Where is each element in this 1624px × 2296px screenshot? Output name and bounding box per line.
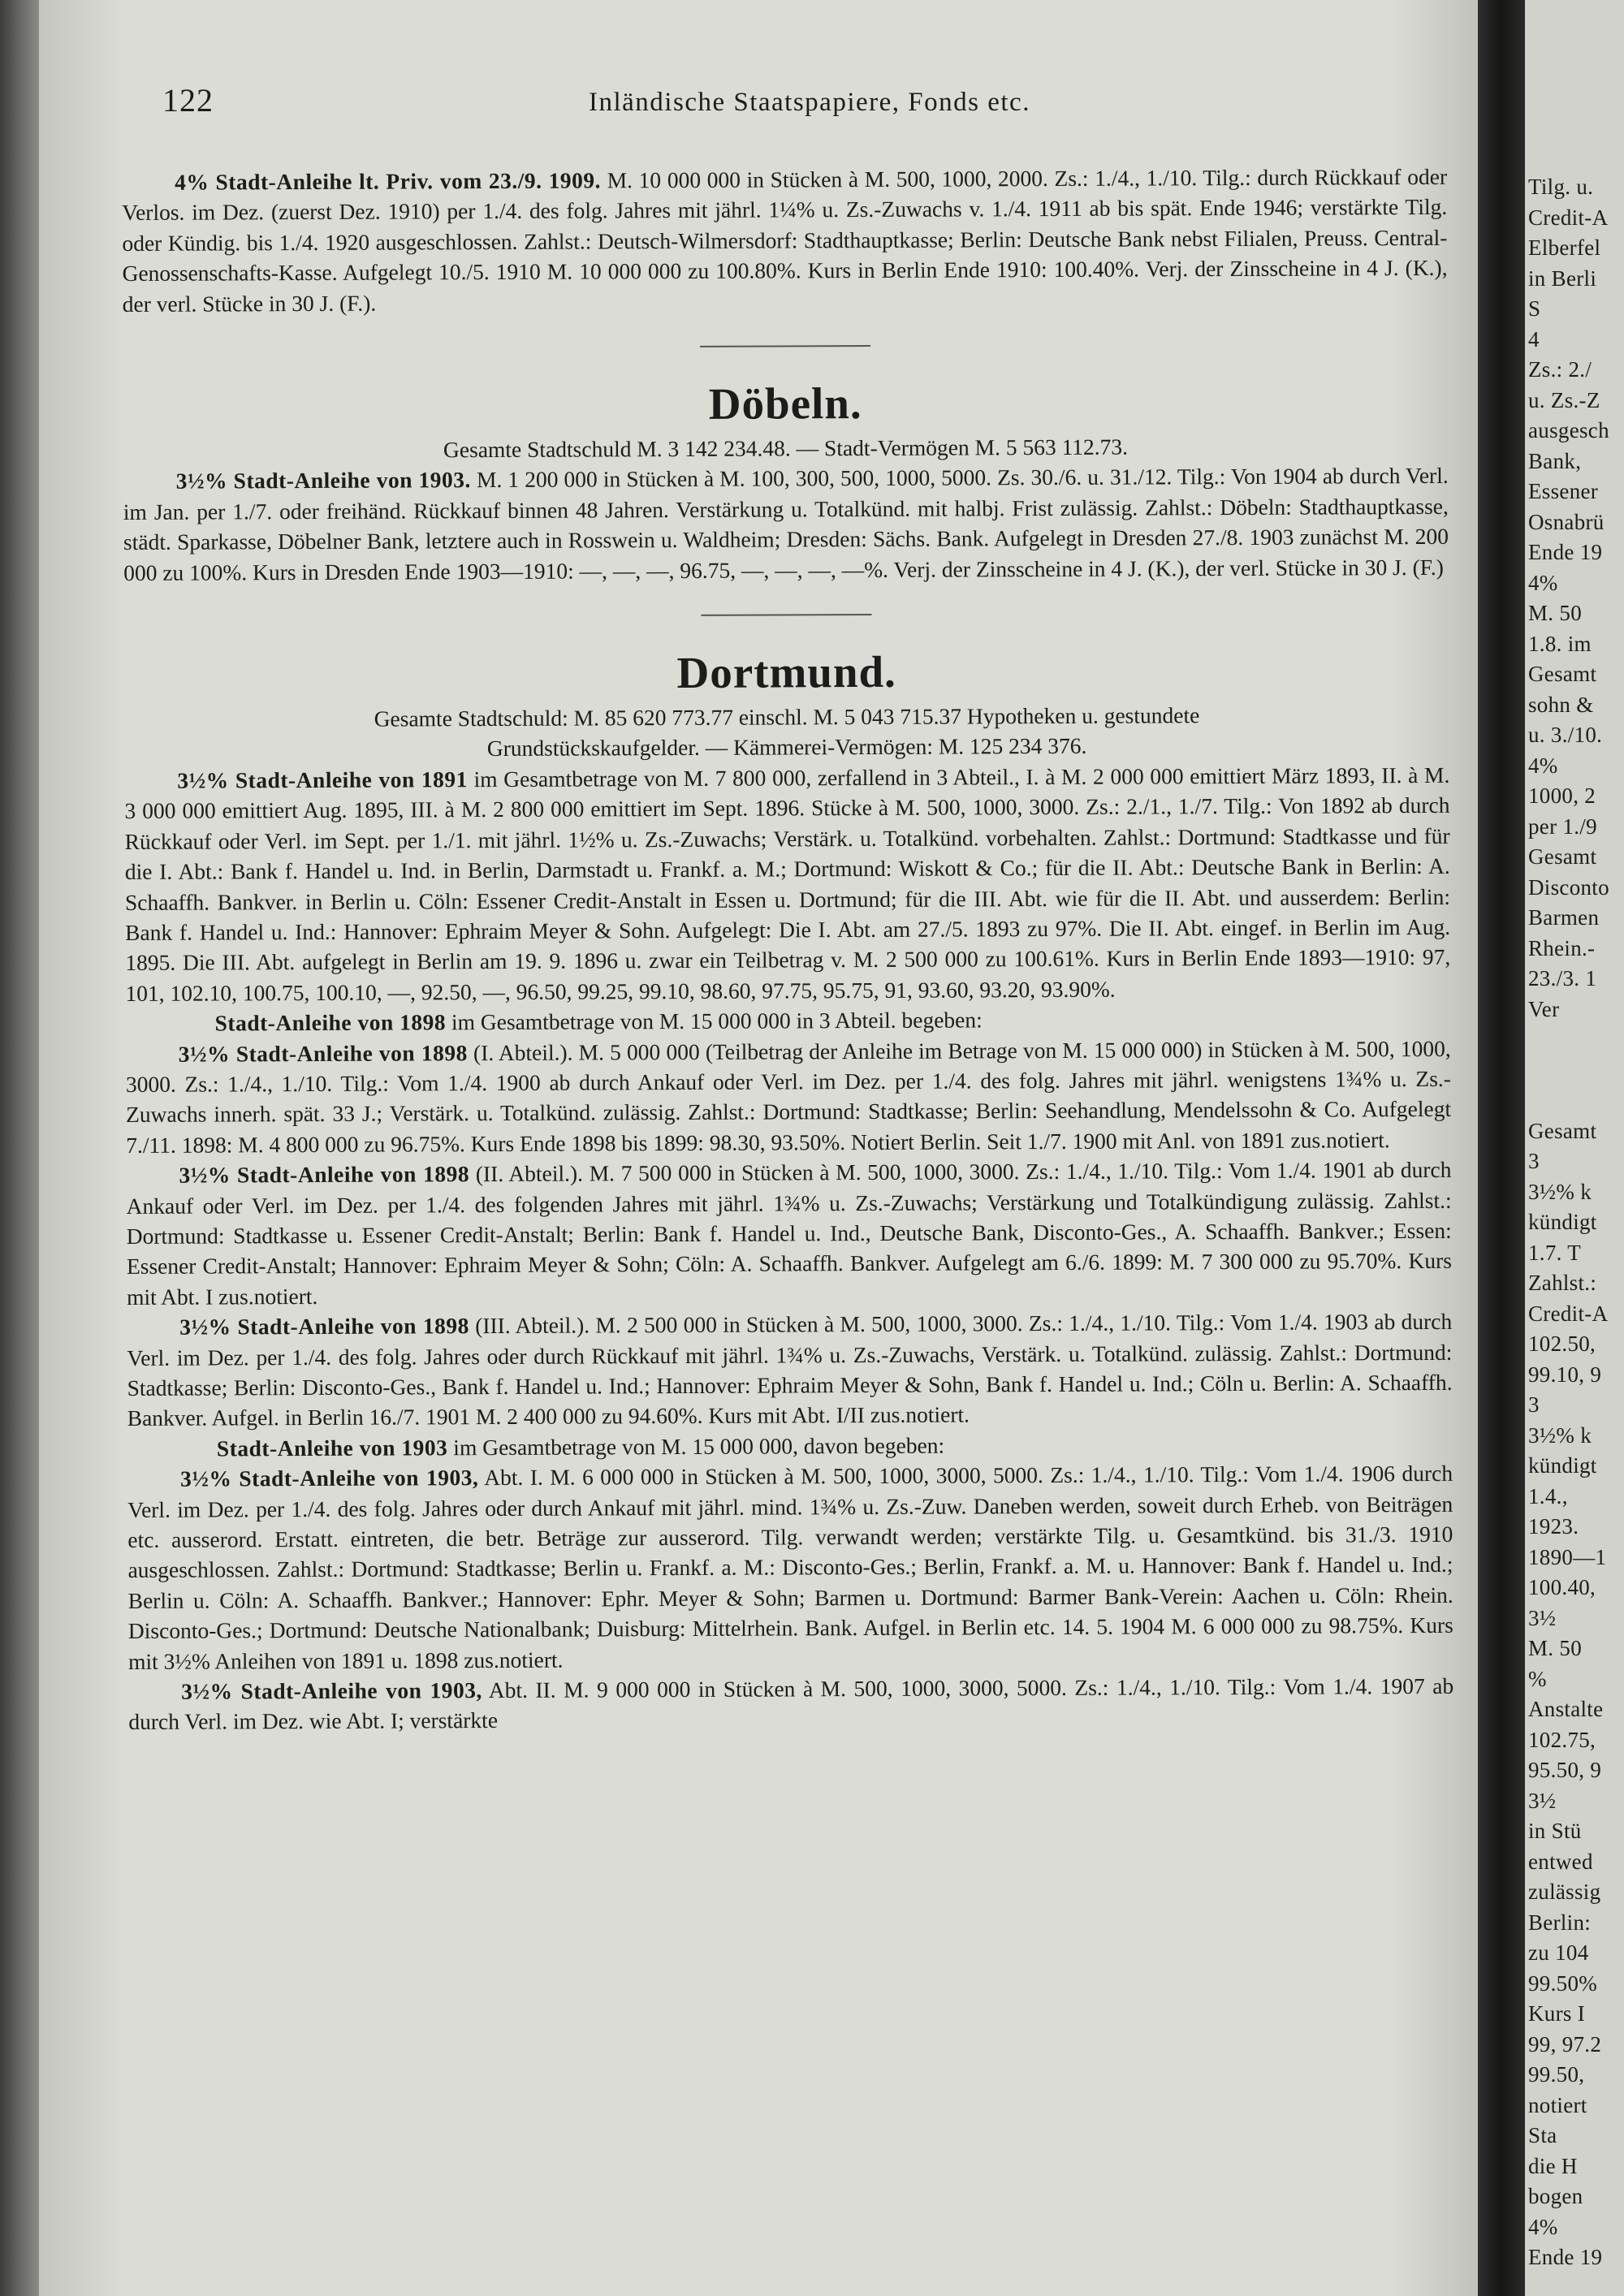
adjacent-page-line: M. 50 [1528,601,1583,625]
adjacent-page-line: in Stü [1528,1819,1582,1843]
bond-title: 3½% Stadt-Anleihe von 1898 [179,1161,470,1188]
bond-title: 3½% Stadt-Anleihe von 1903, [181,1677,482,1704]
city-heading-dortmund: Dortmund. [676,646,896,698]
wilmersdorf-bond-entry [122,162,1448,319]
adjacent-page-line: 3 [1528,1149,1540,1173]
page-body [122,162,1453,1737]
adjacent-page-line: entwed [1528,1849,1593,1874]
adjacent-page-line: 1923. [1528,1514,1579,1539]
adjacent-page-line: zulässig [1528,1880,1601,1904]
book-binding-edge [0,0,39,2296]
adjacent-page-line [1528,1055,1624,1086]
adjacent-page-line: 99.50, [1528,2062,1585,2087]
adjacent-page-line: Rhein.- [1528,935,1596,960]
adjacent-page-line: 4 [1528,326,1540,352]
bond-title: 4% Stadt-Anleihe lt. Priv. vom 23./9. 1909. [175,167,602,195]
bond-description: (I. Abteil.). M. 5 000 000 (Teilbetrag der Anleihe im Betrage von M. 15 000 000) in Stücken à M. 500, 1000, 3000. Zs.: 1./4., 1./10. Tilg.: Vom 1./4. 1900 ab durch Ankauf oder Verl. im Dez. per 1./4. des folg. Jahres mit jährl. wenigstens 1¾% u. Zs.-Zuwachs innerh. spät. 33 J.; Verstärk. u. Totalkünd. zulässig. Zahlst.: Dortmund: Stadtkasse; Berlin: Seehandlung, Mendelssohn & Co. Aufgelegt 7./11. 1898: M. 4 800 000 zu 96.75%. Kurs Ende 1898 bis 1899: 98.30, 93.50%. Notiert Berlin. Seit 1./7. 1900 mit Anl. von 1891 zus.notiert. [125,1035,1452,1158]
bond-description: (II. Abteil.). M. 7 500 000 in Stücken à M. 500, 1000, 3000. Zs.: 1./4., 1./10. Tilg.: Vom 1./4. 1901 ab durch Ankauf oder Verl. im Dez. per 1./4. des folgenden Jahres mit jährl. 1¾% u. Zs.-Zuwachs; Verstärkung und Totalkündigung zulässig. Zahlst.: Dortmund: Stadtkasse u. Essener Credit-Anstalt; Berlin: Bank f. Handel u. Ind., Deutsche Bank, Disconto-Ges., A. Schaaffh. Bankver.; Essen: Essener Credit-Anstalt; Hannover: Ephraim Meyer & Sohn; Cöln: A. Schaaffh. Bankver. Aufgelegt am 6./6. 1899: M. 7 300 000 zu 95.70%. Kurs mit Abt. I zus.notiert. [126,1157,1452,1310]
adjacent-page-line: Osnabrü [1528,509,1605,534]
adjacent-page-line: kündigt [1528,1210,1597,1234]
adjacent-page-line: ausgesch [1528,418,1609,442]
adjacent-page-line: die H [1528,2153,1578,2178]
adjacent-page-line: Zahlst.: [1528,1271,1597,1295]
dortmund-debt-summary [124,699,1449,766]
adjacent-page-line: 4% [1528,753,1558,778]
adjacent-page-line: 4% [1528,2214,1558,2239]
bond-title: 3½% Stadt-Anleihe von 1898 [179,1313,469,1340]
doebeln-bond-entry [123,460,1449,588]
adjacent-page-line: 1.4., [1528,1483,1568,1508]
adjacent-page-line: % [1528,1666,1547,1691]
adjacent-page-line: M. 50 [1528,1636,1583,1660]
adjacent-page-line: Bank, [1528,448,1582,473]
bond-description: im Gesamtbetrage von M. 15 000 000 in 3 Abteil. begeben: [451,1007,983,1035]
bond-title: 3½% Stadt-Anleihe von 1903, [179,1465,479,1491]
adjacent-page-line: 99.50% [1528,1970,1598,1996]
adjacent-page-line: Gesamt [1528,844,1597,869]
adjacent-page-line: 99, 97.2 [1528,2031,1602,2056]
bond-description: Abt. I. M. 6 000 000 in Stücken à M. 500, 1000, 3000, 5000. Zs.: 1./4., 1./10. Tilg.: Vom 1./4. 1906 durch Verl. im Dez. per 1./4. des folg. Jahres oder durch Ankauf mit jährl. mind. 1¾% u. Zs.-Zuw. Daneben werden, soweit durch Erheb. von Beiträgen etc. ausserord. Erstatt. eintreten, die betr. Beträge zur ausserord. Tilg. verwandt werden; verstärkte Tilg. u. Gesamtkünd. bis 31./3. 1910 ausgeschlossen. Zahlst.: Dortmund: Stadtkasse; Berlin u. Frankf. a. M.: Disconto-Ges.; Berlin, Frankf. a. M. u. Hannover: Bank f. Handel u. Ind.; Berlin u. Cöln: A. Schaaffh. Bankver.; Hannover: Ephr. Meyer & Sohn; Barmen u. Dortmund: Barmer Bank-Verein: Aachen u. Cöln: Rhein. Disconto-Ges.; Dortmund: Deutsche Nationalbank; Duisburg: Mittelrhein. Bank. Aufgel. in Berlin etc. 14. 5. 1904 M. 6 000 000 zu 98.75%. Kurs mit 3½% Anleihen von 1891 u. 1898 zus.notiert. [127,1461,1453,1674]
bond-title: Stadt-Anleihe von 1898 [214,1009,447,1036]
summary-line: Grundstückskaufgelder. — Kämmerei-Vermögen: M. 125 234 376. [486,733,1087,762]
adjacent-page-line: Barmen [1528,905,1600,930]
adjacent-page-text [1525,0,1624,2273]
page-number: 122 [162,82,214,119]
adjacent-page-line: 102.75, [1528,1727,1596,1752]
bond-description: im Gesamtbetrage von M. 15 000 000, davon begeben: [453,1432,945,1461]
dortmund-bond-entry [126,1033,1452,1160]
bond-title: Stadt-Anleihe von 1903 [216,1435,448,1461]
adjacent-page-line: 3½ [1528,1788,1557,1813]
adjacent-page-line [1528,1085,1624,1116]
adjacent-page-line: Essener [1528,479,1599,503]
adjacent-page-line: bogen [1528,2184,1583,2208]
adjacent-page-line: 1890—1 [1528,1544,1607,1569]
adjacent-page-line: Ende 19 [1528,540,1603,564]
section-divider [700,345,870,347]
bond-description: M. 1 200 000 in Stücken à M. 100, 300, 500, 1000, 5000. Zs. 30./6. u. 31./12. Tilg.: Von 1904 ab durch Verl. im Jan. per 1./7. oder freihänd. Rückkauf binnen 48 Jahren. Verstärkung u. Totalkünd. mit halbj. Frist zulässig. Zahlst.: Döbeln: Stadthauptkasse, städt. Sparkasse, Döbelner Bank, letztere auch in Rosswein u. Waldheim; Dresden: Sächs. Bank. Aufgelegt in Dresden 27./8. 1903 zunächst M. 200 000 zu 100%. Kurs in Dresden Ende 1903—1910: —, —, —, 96.75, —, —, —, —%. Verj. der Zinsscheine in 4 J. (K.), der verl. Stücke in 30 J. (F.) [123,463,1449,585]
bond-title: 3½% Stadt-Anleihe von 1891 [177,766,468,793]
running-head: Inländische Staatspapiere, Fonds etc. [589,88,1030,117]
adjacent-page-line: 95.50, 9 [1528,1758,1602,1782]
adjacent-page-line: sohn & [1528,692,1594,717]
adjacent-page-line: 1000, 2 [1528,783,1596,808]
adjacent-page-line: 99.10, 9 [1528,1362,1602,1387]
adjacent-page-line: Sta [1528,2123,1557,2147]
adjacent-page-line: 3½% k [1528,1422,1592,1448]
dortmund-bond-entry [126,1154,1452,1312]
doebeln-debt-summary: Gesamte Stadtschuld M. 3 142 234.48. — Stadt-Vermögen M. 5 563 112.73. [443,434,1129,463]
bond-description: Abt. II. M. 9 000 000 in Stücken à M. 500, 1000, 3000, 5000. Zs.: 1./4., 1./10. Tilg.: Vom 1./4. 1907 ab durch Verl. im Dez. wie Abt. I; verstärkte [128,1672,1454,1735]
dortmund-bond-entry [128,1671,1453,1737]
bond-description: (III. Abteil.). M. 2 500 000 in Stücken à M. 500, 1000, 3000. Zs.: 1./4., 1./10. Tilg.: Vom 1./4. 1903 ab durch Verl. im Dez. per 1./4. des folg. Jahres oder durch Rückkauf mit jährl. 1¾% u. Zs.-Zuwachs, Verstärk. u. Totalkünd. zulässig. Zahlst.: Dortmund: Stadtkasse; Berlin: Disconto-Ges., Bank f. Handel u. Ind.; Hannover: Ephraim Meyer & Sohn, Bank f. Handel u. Ind.; Cöln u. Berlin: A. Schaaffh. Bankver. Aufgel. in Berlin 16./7. 1901 M. 2 400 000 zu 94.60%. Kurs mit Abt. I/II zus.notiert. [127,1309,1453,1431]
city-heading-doebeln: Döbeln. [708,378,862,429]
summary-line: Gesamte Stadtschuld: M. 85 620 773.77 einschl. M. 5 043 715.37 Hypotheken u. gestundete [374,702,1200,732]
adjacent-page-line: notiert [1528,2092,1587,2117]
adjacent-page-line: kündigt [1528,1453,1597,1478]
bond-description: im Gesamtbetrage von M. 7 800 000, zerfallend in 3 Abteil., I. à M. 2 000 000 emittiert März 1893, II. à M. 3 000 000 emittiert Aug. 1895, III. à M. 2 800 000 emittiert im Sept. 1896. Stücke à M. 500, 1000, 3000. Zs.: 2./1., 1./7. Tilg.: Von 1892 ab durch Rückkauf oder Verl. im Sept. per 1./1. mit jährl. 1½% u. Zs.-Zuwachs; Verstärk. u. Totalkünd. vorbehalten. Zahlst.: Dortmund: Stadtkasse und für die I. Abt.: Bank f. Handel u. Ind. in Berlin, Darmstadt u. Frankf. a. M.; Dortmund: Wiskott & Co.; für die II. Abt.: Deutsche Bank in Berlin: A. Schaaffh. Bankver. in Berlin u. Cöln: Essener Credit-Anstalt in Essen u. Dortmund; für die III. Abt. wie für die II. Abt. und ausserdem: Berlin: Bank f. Handel u. Ind.: Hannover: Ephraim Meyer & Sohn. Aufgelegt: Die I. Abt. am 27./5. 1893 zu 97%. Die II. Abt. eingef. in Berlin im Aug. 1895. Die III. Abt. aufgelegt in Berlin am 19. 9. 1896 u. zwar ein Teilbetrag v. M. 2 500 000 zu 100.61%. Kurs in Berlin Ende 1893—1910: 97, 101, 102.10, 100.75, 100.10, —, 92.50, —, 96.50, 99.25, 99.10, 98.60, 97.75, 95.75, 91, 93.60, 93.20, 93.90%. [124,762,1451,1006]
adjacent-page-line: Disconto [1528,874,1609,900]
adjacent-page-line: Tilg. u. [1528,175,1594,199]
dortmund-bond-entry [124,760,1450,1008]
adjacent-page-line: per 1./9 [1528,814,1597,839]
adjacent-page-line: Credit-A [1528,205,1609,230]
adjacent-page-line [1528,1025,1624,1055]
adjacent-page-line: Berlin: [1528,1910,1592,1935]
adjacent-page-line: Zs.: 2./ [1528,357,1592,382]
adjacent-page-line: 3½ [1528,1605,1557,1630]
adjacent-page-line: 3 [1528,1392,1540,1417]
adjacent-page-line: 3½% k [1528,1179,1592,1204]
section-divider [701,614,871,616]
adjacent-page-line: Anstalte [1528,1697,1604,1721]
adjacent-page-line: 100.40, [1528,1575,1596,1599]
adjacent-page-line: in Berli [1528,265,1597,291]
page-header [162,81,1486,130]
adjacent-page-line: u. 3./10. [1528,723,1603,747]
adjacent-page-line: S [1528,296,1541,321]
adjacent-page-line: 23./3. 1 [1528,966,1597,990]
book-gutter [1478,0,1525,2296]
adjacent-page-line: Gesamt [1528,1118,1597,1143]
adjacent-page-line: Credit-A [1528,1301,1609,1326]
bond-title: 3½% Stadt-Anleihe von 1903. [175,467,471,494]
adjacent-page-line: Ver [1528,996,1560,1021]
bond-description: M. 10 000 000 in Stücken à M. 500, 1000, 2000. Zs.: 1./4., 1./10. Tilg.: durch Rückkauf oder Verlos. im Dez. (zuerst Dez. 1910) per 1./4. des folg. Jahres mit jährl. 1¼% u. Zs.-Zuwachs v. 1./4. 1911 ab bis spät. Ende 1946; verstärkte Tilg. oder Kündig. bis 1./4. 1920 ausgeschlossen. Zahlst.: Deutsch-Wilmersdorf: Stadthauptkasse; Berlin: Deutsche Bank nebst Filialen, Preuss. Central-Genossenschafts-Kasse. Aufgelegt 10./5. 1910 M. 10 000 000 zu 100.80%. Kurs in Berlin Ende 1910: 100.40%. Verj. der Zinsscheine in 4 J. (K.), der verl. Stücke in 30 J. (F.). [122,163,1448,317]
adjacent-page-line: Kurs I [1528,2001,1586,2026]
adjacent-page-line: 102.50, [1528,1331,1596,1356]
adjacent-page-line: Gesamt [1528,662,1597,686]
dortmund-bond-list [124,760,1453,1737]
adjacent-page-line: zu 104 [1528,1940,1589,1965]
adjacent-page-line: Ende 19 [1528,2245,1603,2269]
dortmund-bond-entry [127,1458,1453,1677]
adjacent-page-line: Elberfel [1528,235,1601,260]
adjacent-page-line: u. Zs.-Z [1528,387,1600,412]
dortmund-bond-entry [127,1306,1453,1434]
adjacent-page-line: 1.7. T [1528,1240,1582,1265]
adjacent-page [1525,0,1624,2296]
adjacent-page-line: 1.8. im [1528,631,1592,656]
adjacent-page-line: 4% [1528,570,1558,595]
bond-title: 3½% Stadt-Anleihe von 1898 [178,1039,468,1067]
